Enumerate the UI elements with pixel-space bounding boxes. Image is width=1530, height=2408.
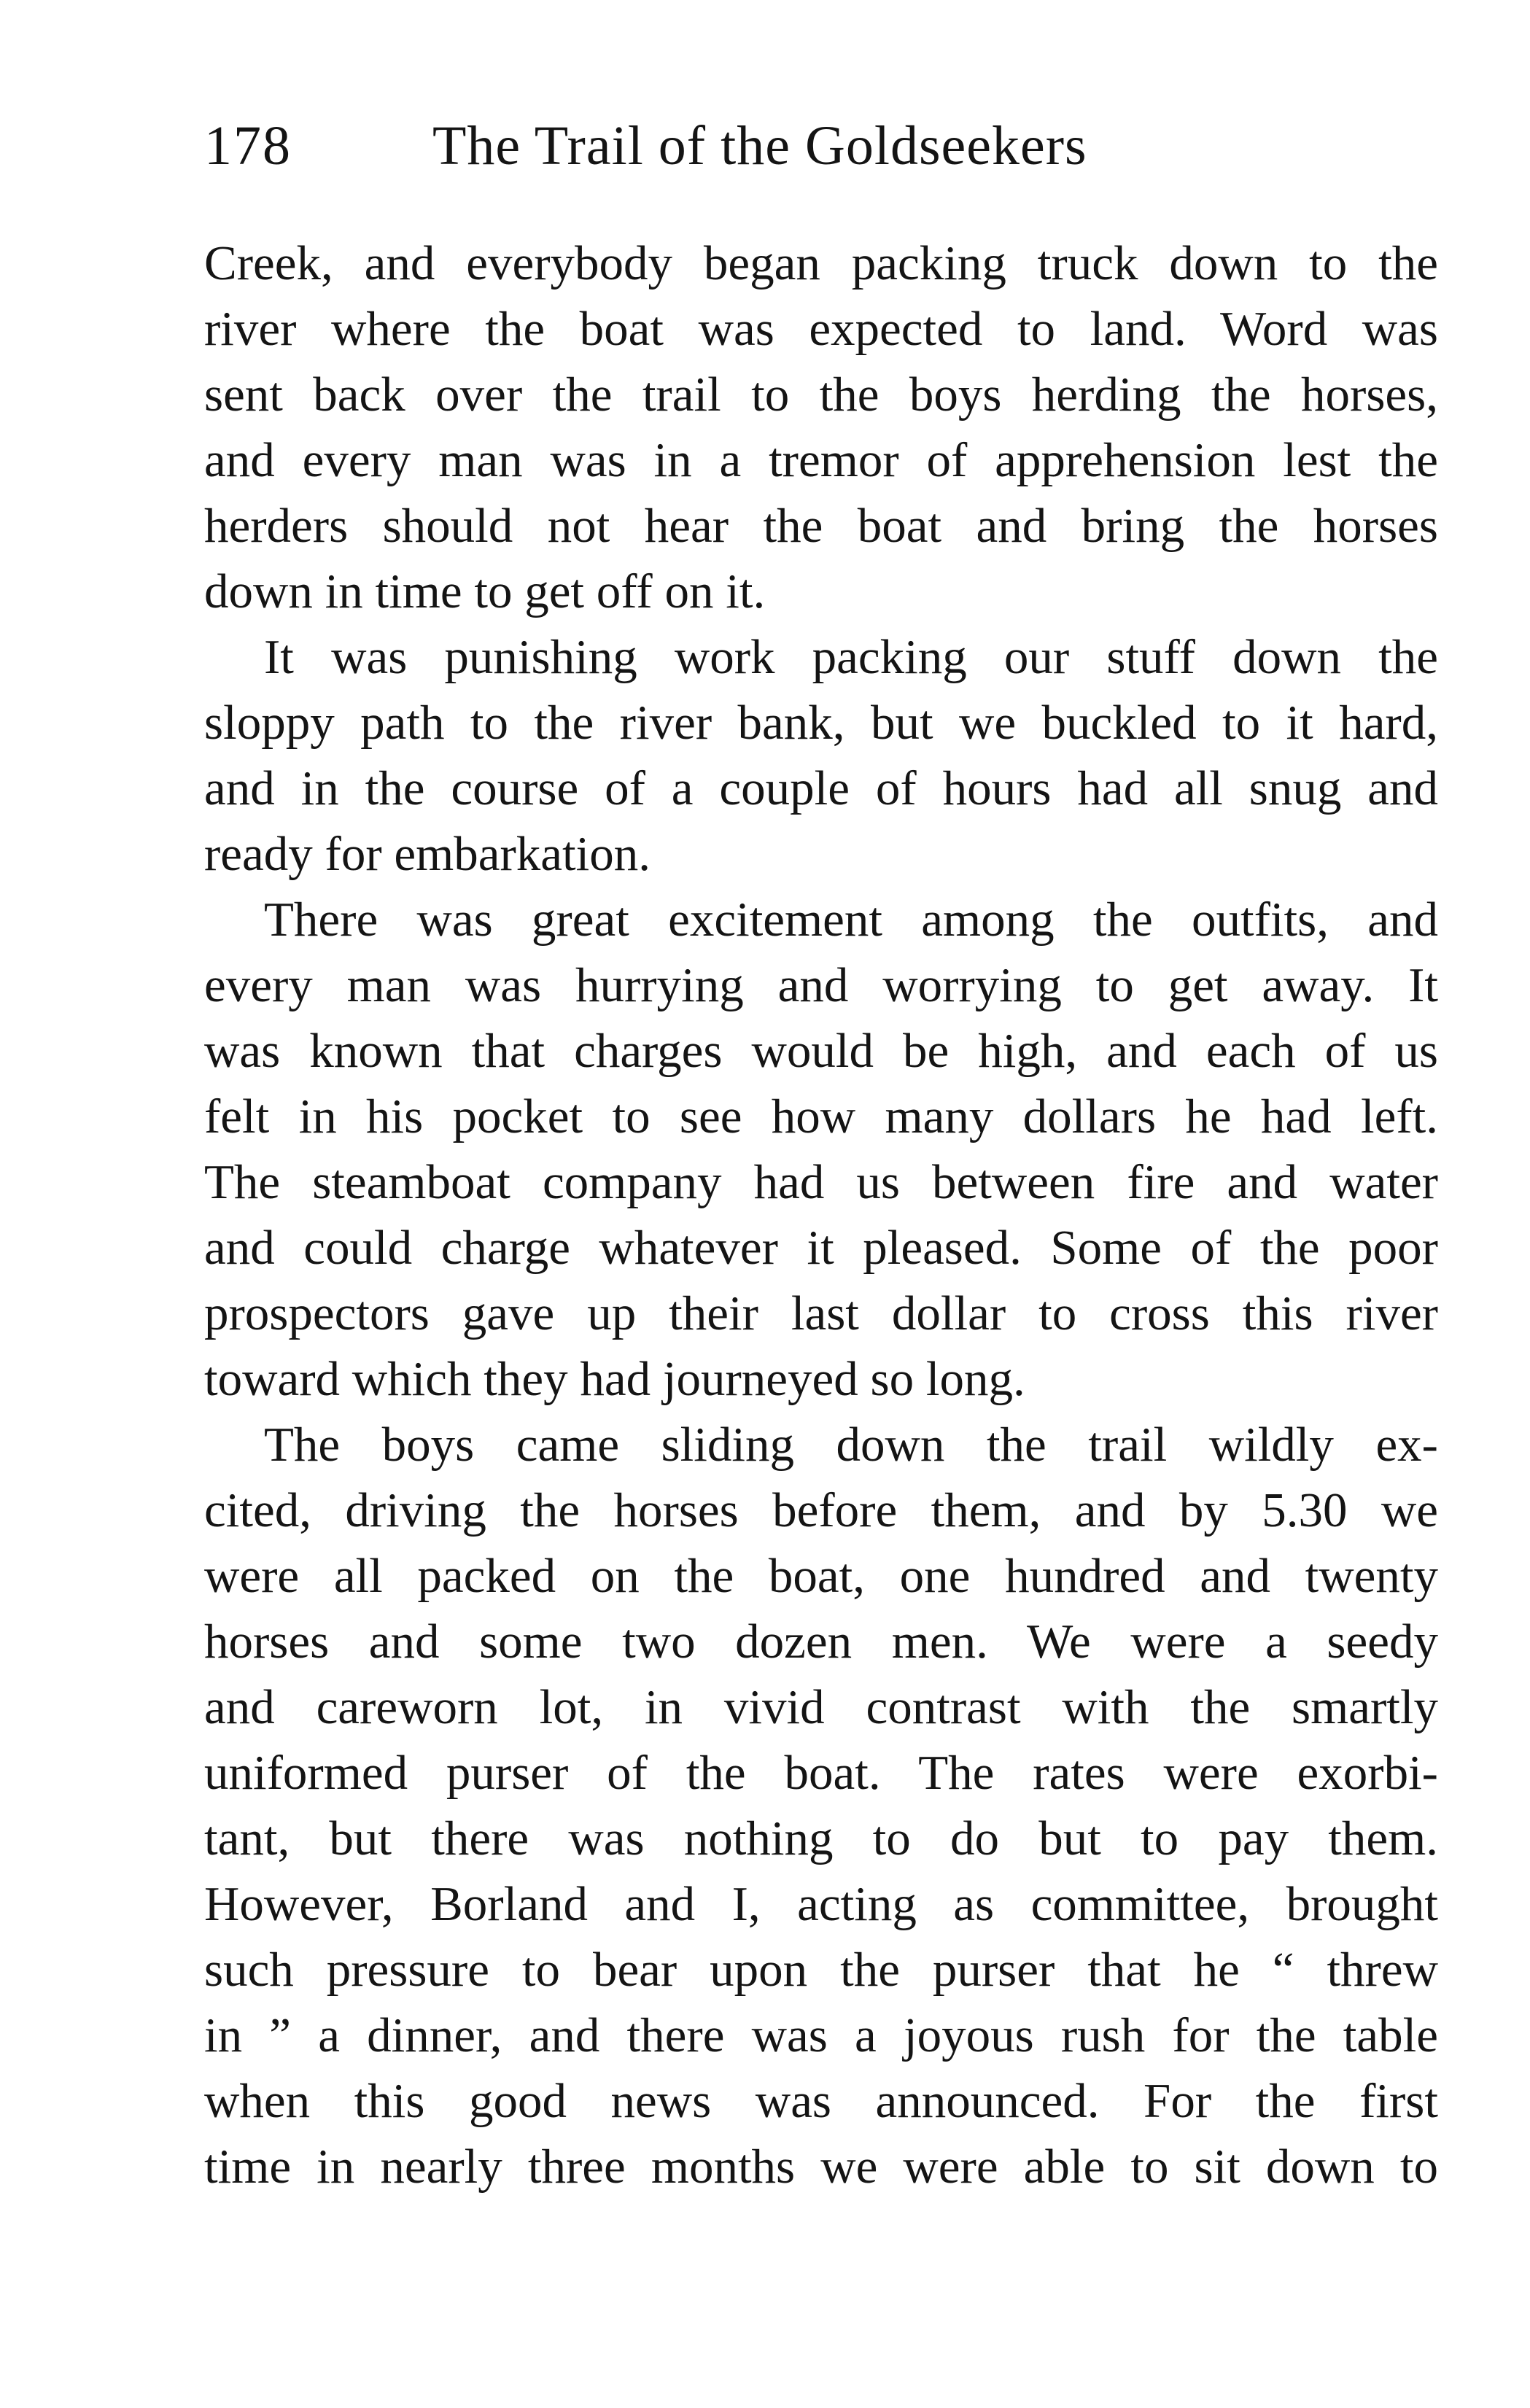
text-line: Creek, and everybody began packing truck down to the [204, 236, 1438, 290]
text-line: uniformed purser of the boat. The rates were exorbi- [204, 1746, 1438, 1800]
text-line: The boys came sliding down the trail wildly ex- [264, 1418, 1438, 1472]
paragraph [204, 887, 1438, 1412]
paragraph [204, 230, 1438, 624]
text-line: down in time to get off on it. [204, 564, 766, 618]
running-title: The Trail of the Goldseekers [432, 115, 1087, 176]
text-line: river where the boat was expected to land. Word was [204, 302, 1438, 356]
running-head [204, 109, 1459, 182]
text-line: every man was hurrying and worrying to get away. It [204, 958, 1438, 1012]
text-line: time in nearly three months we were able to sit down to [204, 2140, 1438, 2194]
text-line: However, Borland and I, acting as committee, brought [204, 1877, 1438, 1931]
text-line: toward which they had journeyed so long. [204, 1352, 1025, 1406]
text-line: such pressure to bear upon the purser that he “ threw [204, 1943, 1438, 1997]
text-line: was known that charges would be high, and each of us [204, 1024, 1438, 1078]
text-line: and could charge whatever it pleased. Some of the poor [204, 1221, 1438, 1275]
paragraph [204, 624, 1438, 887]
text-line: horses and some two dozen men. We were a seedy [204, 1615, 1438, 1669]
text-line: were all packed on the boat, one hundred and twenty [204, 1549, 1438, 1603]
text-line: in ” a dinner, and there was a joyous rush for the table [204, 2008, 1438, 2062]
text-line: sloppy path to the river bank, but we buckled to it hard, [204, 696, 1438, 750]
text-line: and careworn lot, in vivid contrast with the smartly [204, 1680, 1438, 1734]
page-number: 178 [204, 115, 292, 176]
text-line: felt in his pocket to see how many dollars he had left. [204, 1090, 1438, 1143]
text-line: It was punishing work packing our stuff down the [264, 630, 1438, 684]
text-line: cited, driving the horses before them, and by 5.30 we [204, 1483, 1438, 1537]
text-line: sent back over the trail to the boys herding the horses, [204, 368, 1438, 422]
text-line: and in the course of a couple of hours had all snug and [204, 761, 1438, 815]
text-line: prospectors gave up their last dollar to cross this river [204, 1286, 1438, 1340]
text-line: herders should not hear the boat and bring the horses [204, 499, 1438, 553]
text-line: ready for embarkation. [204, 827, 651, 881]
text-line: tant, but there was nothing to do but to pay them. [204, 1811, 1438, 1865]
text-line: There was great excitement among the outfits, and [264, 893, 1438, 947]
text-line: and every man was in a tremor of apprehension lest the [204, 433, 1438, 487]
text-line: The steamboat company had us between fire and water [204, 1155, 1438, 1209]
text-line: when this good news was announced. For the first [204, 2074, 1438, 2128]
paragraph [204, 1412, 1438, 2199]
body-text [204, 230, 1438, 2199]
